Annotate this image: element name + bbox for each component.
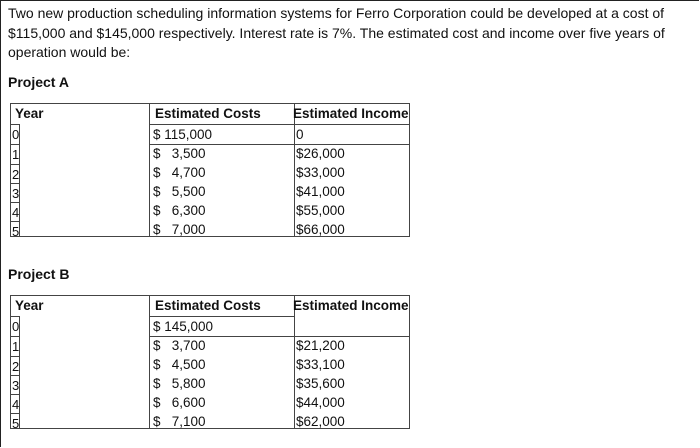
year-column [10, 295, 150, 429]
year-cell: 3 [12, 378, 20, 393]
year-cell: 0 [12, 319, 20, 334]
income-cell: $26,000 [296, 146, 345, 161]
income-cell: $35,600 [296, 376, 345, 391]
year-cell: 3 [12, 186, 20, 201]
year-cell: 2 [12, 167, 20, 182]
income-cell: $21,200 [296, 338, 345, 353]
year-cell: 5 [12, 416, 20, 431]
cost-cell: $ 5,500 [153, 184, 206, 199]
income-cell: $55,000 [296, 203, 345, 218]
row-divider [294, 124, 410, 125]
cost-cell: $ 6,600 [153, 395, 206, 410]
project-a-title: Project A [8, 74, 69, 90]
income-cell: $33,100 [296, 357, 345, 372]
header-income: Estimated Income [293, 106, 409, 121]
income-cell: $41,000 [296, 184, 345, 199]
year-column [10, 103, 150, 237]
cost-cell: $ 115,000 [153, 127, 213, 142]
income-cell: $62,000 [296, 414, 345, 429]
project-b-title: Project B [8, 266, 70, 282]
year-cell: 2 [12, 359, 20, 374]
cost-cell: $ 3,700 [153, 338, 206, 353]
income-cell: $66,000 [296, 222, 345, 237]
header-cost: Estimated Costs [155, 298, 261, 313]
income-cell: $44,000 [296, 395, 345, 410]
cost-cell: $ 6,300 [153, 203, 206, 218]
problem-statement: Two new production scheduling information systems for Ferro Corporation could be developed at a cost of $115,000 and $145,000 respectively. Interest rate is 7%. The estimated cost and income over five years of operation would be: [8, 5, 665, 60]
income-cell: $33,000 [296, 165, 345, 180]
year-cell: 4 [12, 205, 20, 220]
cost-cell: $ 5,800 [153, 376, 206, 391]
year-cell: 1 [12, 339, 20, 354]
income-cell: 0 [296, 127, 304, 142]
cost-cell: $ 7,000 [153, 222, 206, 237]
header-cost: Estimated Costs [155, 106, 261, 121]
cost-cell: $ 4,700 [153, 165, 206, 180]
cost-cell: $ 145,000 [153, 319, 214, 334]
header-year: Year [15, 106, 44, 121]
header-year: Year [15, 298, 44, 313]
cost-cell: $ 7,100 [153, 414, 206, 429]
header-income: Estimated Income [293, 298, 409, 313]
cost-cell: $ 3,500 [153, 146, 206, 161]
year-cell: 4 [12, 397, 20, 412]
year-cell: 1 [12, 147, 20, 162]
cost-cell: $ 4,500 [153, 357, 206, 372]
year-cell: 5 [12, 224, 20, 239]
year-cell: 0 [12, 127, 20, 142]
